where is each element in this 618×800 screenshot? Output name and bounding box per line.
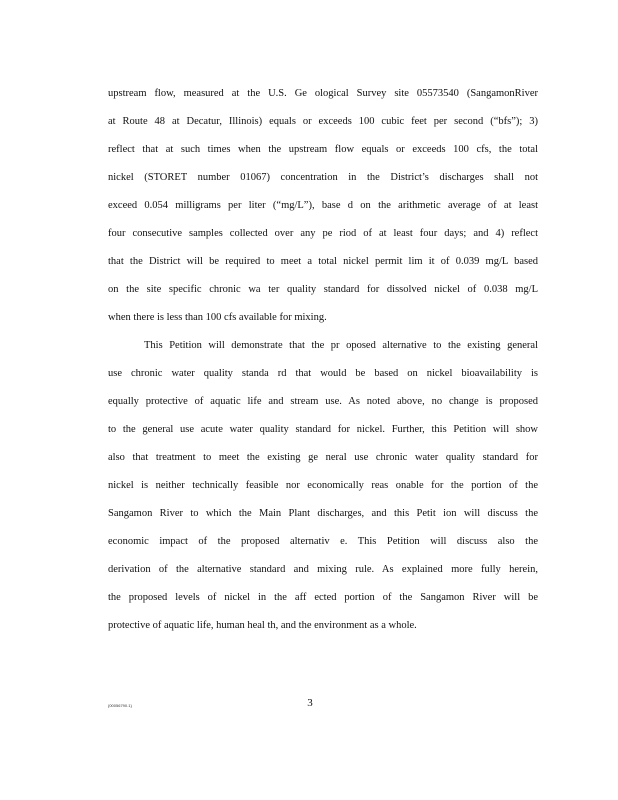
body-line: the proposed levels of nickel in the aff ected portion of the Sangamon River will be <box>108 592 538 603</box>
body-line: equally protective of aquatic life and stream use. As noted above, no change is proposed <box>108 396 538 407</box>
page-number: 3 <box>307 697 313 709</box>
footer-document-id: {00056790.1} <box>108 703 132 708</box>
body-line: to the general use acute water quality standard for nickel. Further, this Petition will show <box>108 424 538 435</box>
body-line: protective of aquatic life, human heal th, and the environment as a whole. <box>108 620 417 631</box>
body-line: economic impact of the proposed alternativ e. This Petition will discuss also the <box>108 536 538 547</box>
body-line: nickel is neither technically feasible nor economically reas onable for the portion of the <box>108 480 538 491</box>
body-line: derivation of the alternative standard and mixing rule. As explained more fully herein, <box>108 564 538 575</box>
body-line: four consecutive samples collected over any pe riod of at least four days; and 4) reflect <box>108 228 538 239</box>
body-line: that the District will be required to meet a total nickel permit lim it of 0.039 mg/L based <box>108 256 538 267</box>
body-line: exceed 0.054 milligrams per liter (“mg/L”), base d on the arithmetic average of at least <box>108 200 538 211</box>
body-line: at Route 48 at Decatur, Illinois) equals or exceeds 100 cubic feet per second (“bfs”); 3) <box>108 116 538 127</box>
body-line: use chronic water quality standa rd that would be based on nickel bioavailability is <box>108 368 538 379</box>
body-line: nickel (STORET number 01067) concentration in the District’s discharges shall not <box>108 172 538 183</box>
body-line: reflect that at such times when the upstream flow equals or exceeds 100 cfs, the total <box>108 144 538 155</box>
body-line: upstream flow, measured at the U.S. Ge ological Survey site 05573540 (SangamonRiver <box>108 88 538 99</box>
body-line: also that treatment to meet the existing ge neral use chronic water quality standard for <box>108 452 538 463</box>
body-line: This Petition will demonstrate that the pr oposed alternative to the existing general <box>144 340 538 351</box>
body-line: Sangamon River to which the Main Plant discharges, and this Petit ion will discuss the <box>108 508 538 519</box>
body-line: on the site specific chronic wa ter quality standard for dissolved nickel of 0.038 mg/L <box>108 284 538 295</box>
body-line: when there is less than 100 cfs available for mixing. <box>108 312 327 323</box>
